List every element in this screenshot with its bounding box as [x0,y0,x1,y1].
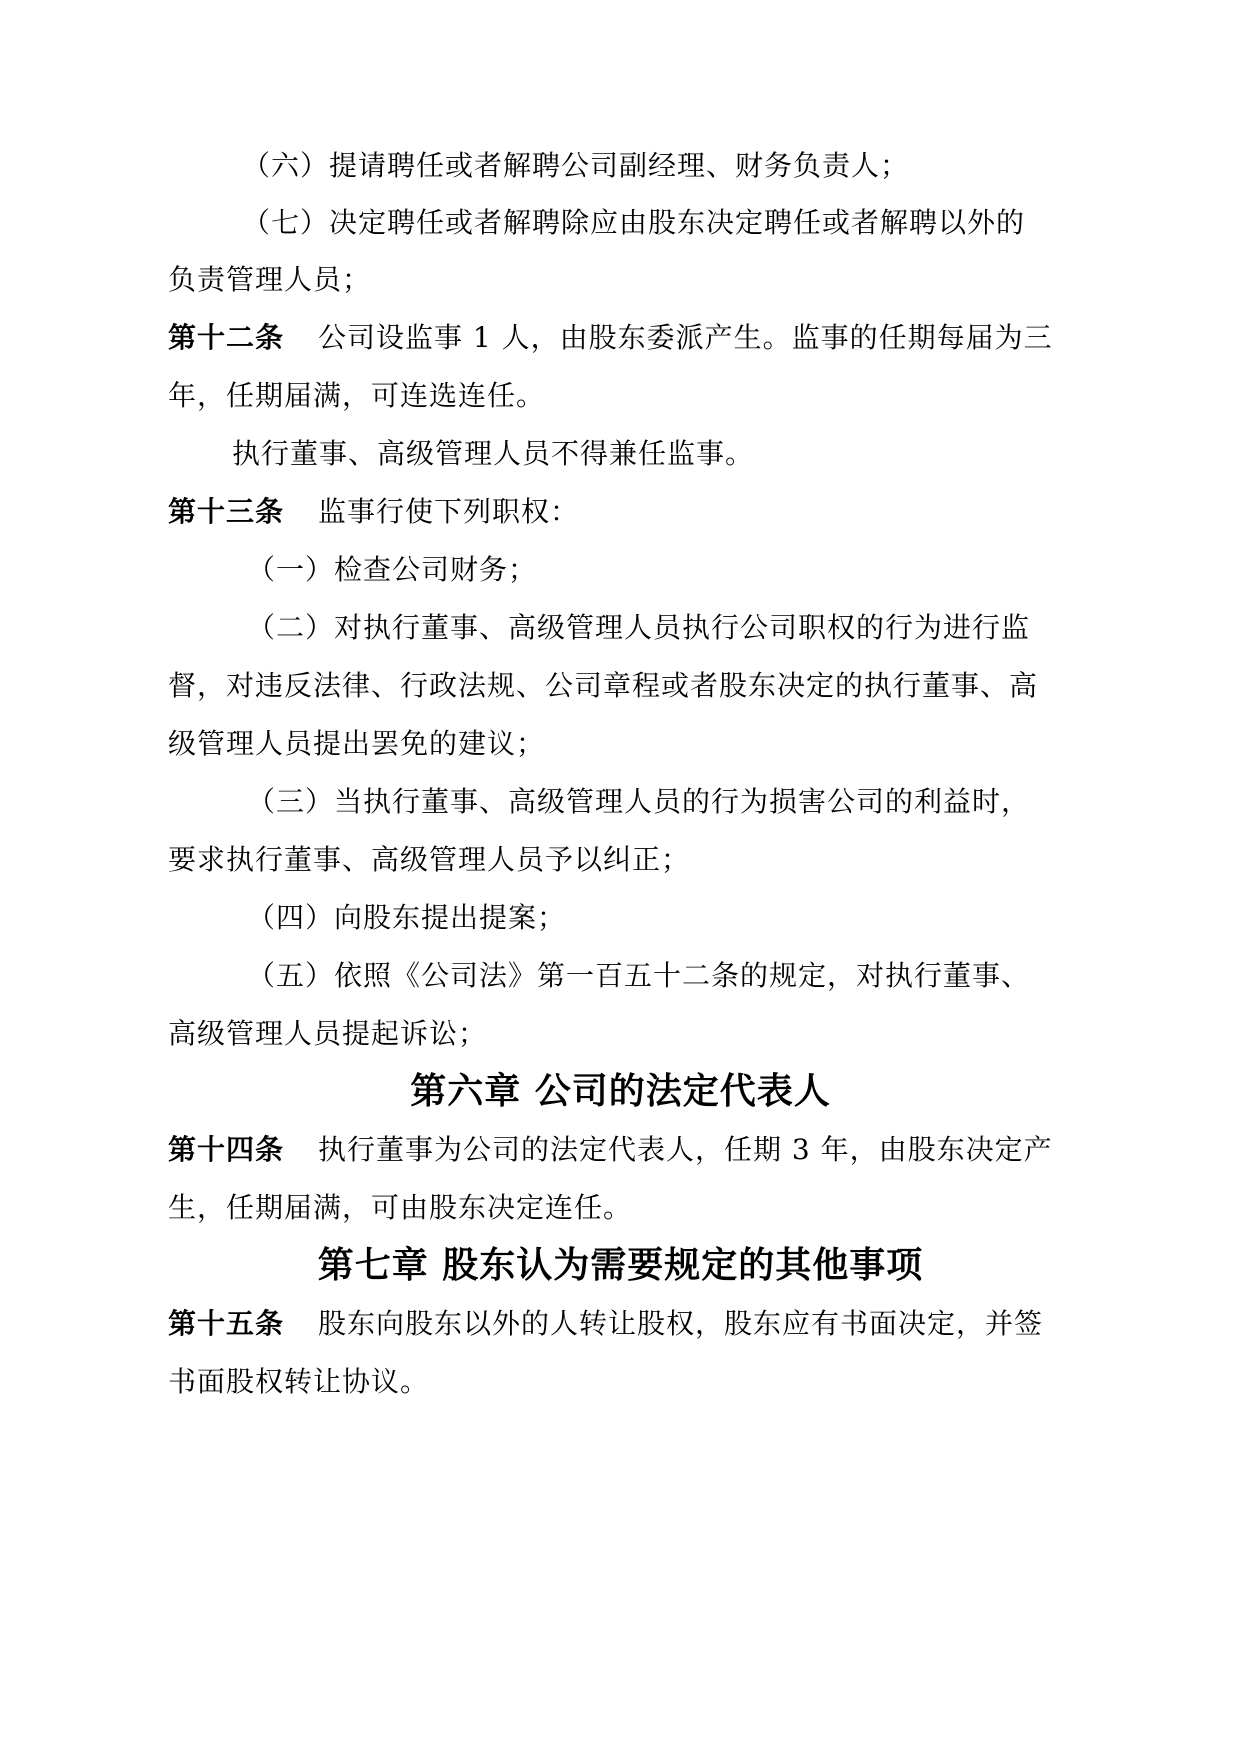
article-13-item-2-continuation: 督，对违反法律、行政法规、公司章程或者股东决定的执行董事、高 [168,669,1039,702]
article-13-item-1: （一）检查公司财务； [247,553,538,586]
article-14-heading: 第十四条 [168,1133,285,1166]
article-15-continuation: 书面股权转让协议。 [168,1365,430,1398]
article-13-item-4: （四）向股东提出提案； [247,901,567,934]
article-13-item-2-continuation-2: 级管理人员提出罢免的建议； [168,727,546,760]
article-12-text: 公司设监事 1 人，由股东委派产生。监事的任期每届为三 [318,321,1053,354]
article-14-continuation: 生，任期届满，可由股东决定连任。 [168,1191,633,1224]
article-15-text: 股东向股东以外的人转让股权，股东应有书面决定，并签 [318,1307,1044,1340]
article-13-item-3: （三）当执行董事、高级管理人员的行为损害公司的利益时， [247,785,1031,818]
article-13 [168,492,579,532]
article-15 [168,1304,1043,1344]
article-12-continuation: 年，任期届满，可连选连任。 [168,379,546,412]
article-15-heading: 第十五条 [168,1307,285,1340]
article-14 [168,1130,1053,1170]
article-12 [168,318,1053,358]
article-13-item-3-continuation: 要求执行董事、高级管理人员予以纠正； [168,843,691,876]
clause-7-text: （七）决定聘任或者解聘除应由股东决定聘任或者解聘以外的 [242,206,1026,239]
article-13-text: 监事行使下列职权： [318,495,580,528]
article-13-item-2: （二）对执行董事、高级管理人员执行公司职权的行为进行监 [247,611,1031,644]
chapter-6-heading: 第六章 公司的法定代表人 [410,1071,831,1112]
article-14-text: 执行董事为公司的法定代表人，任期 3 年，由股东决定产 [318,1133,1053,1166]
article-13-heading: 第十三条 [168,495,285,528]
chapter-7-heading: 第七章 股东认为需要规定的其他事项 [317,1245,924,1286]
clause-7-continuation: 负责管理人员； [168,263,372,296]
clause-6-text: （六）提请聘任或者解聘公司副经理、财务负责人； [242,149,910,182]
article-13-item-5-continuation: 高级管理人员提起诉讼； [168,1017,488,1050]
article-12-heading: 第十二条 [168,321,285,354]
article-13-item-5: （五）依照《公司法》第一百五十二条的规定，对执行董事、 [247,959,1031,992]
article-12-paragraph-2: 执行董事、高级管理人员不得兼任监事。 [232,437,755,470]
